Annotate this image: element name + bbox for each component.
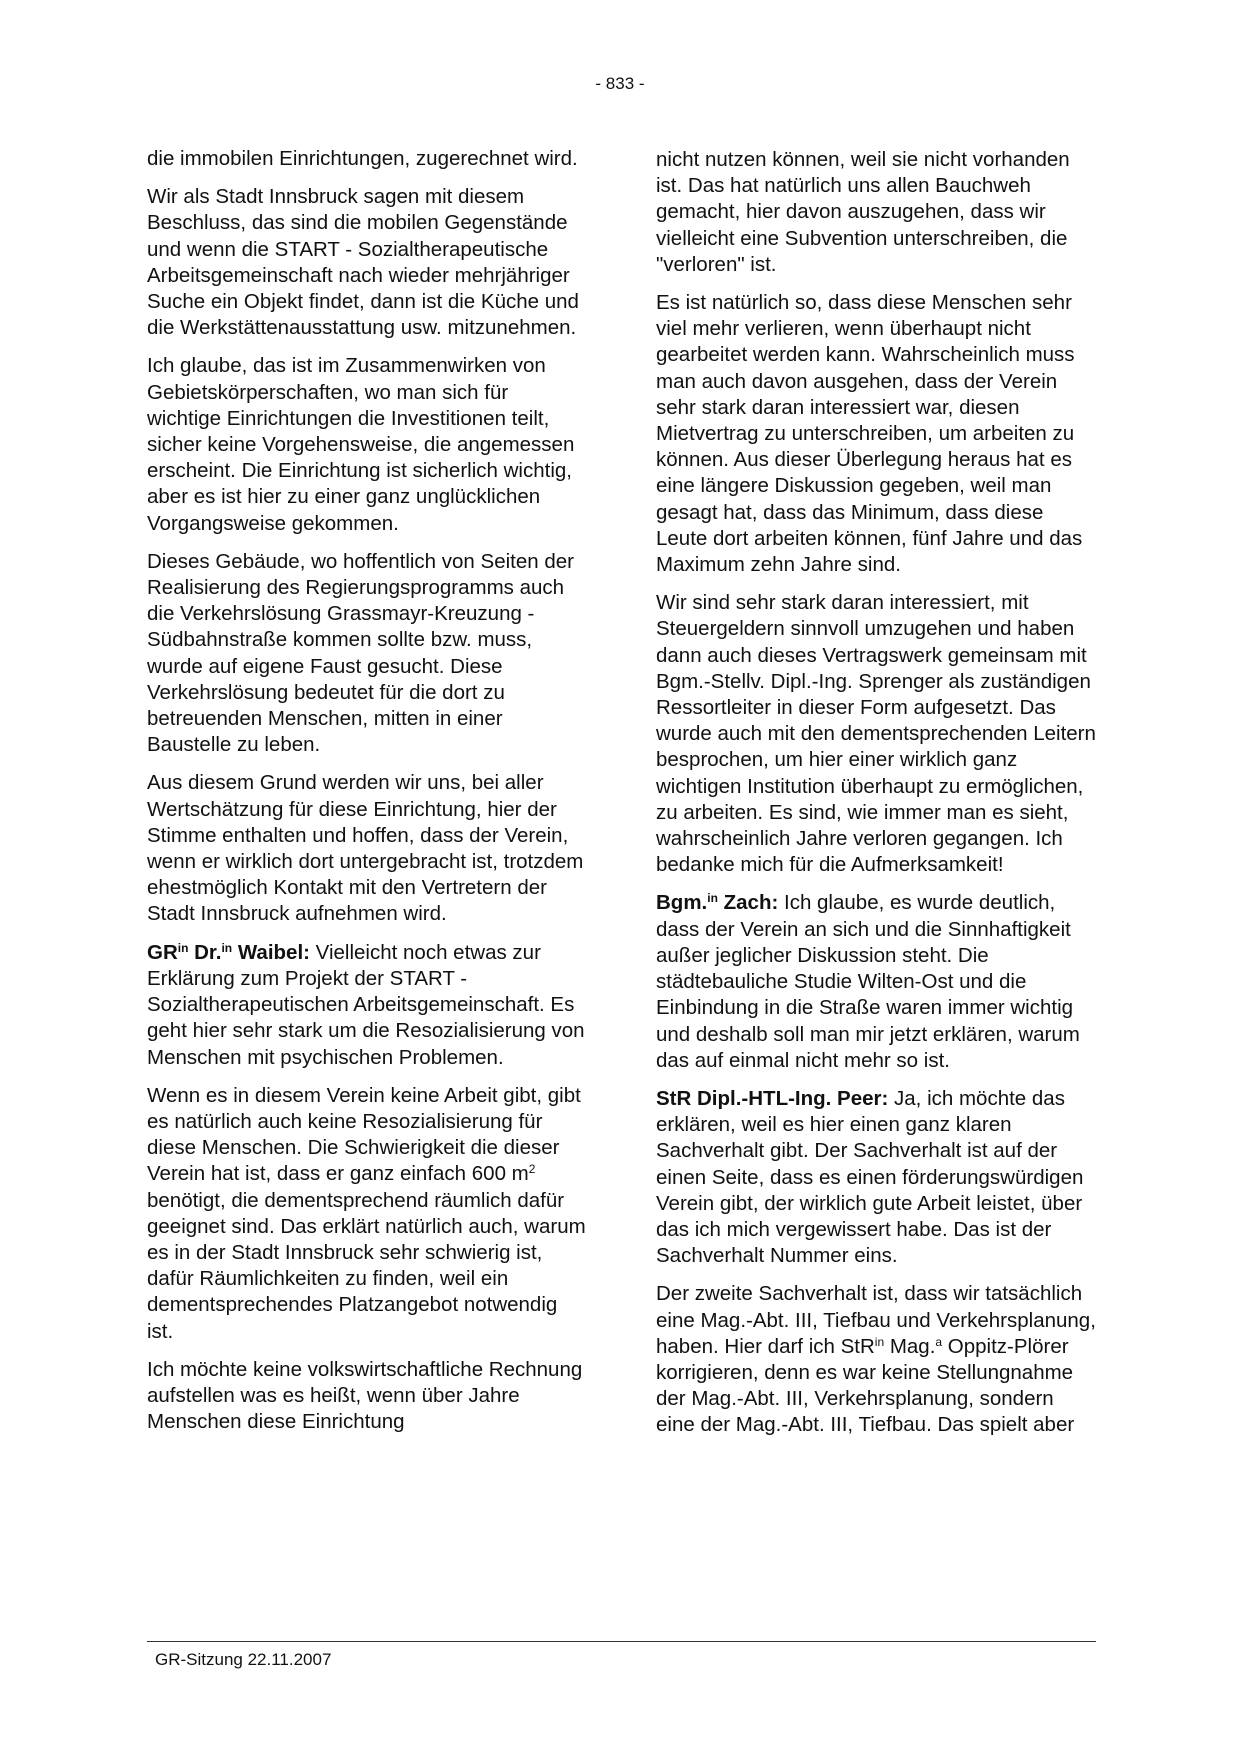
paragraph: Ich glaube, das ist im Zusammenwirken von Gebietskörperschaften, wo man sich für wichtige Einrichtungen die Investitionen teilt, sicher keine Vorgehensweise, die angemessen erscheint. Die Einrichtung ist sicherlich wichtig, aber es ist hier zu einer ganz unglücklichen Vorgangsweise gekommen.: [147, 354, 575, 535]
paragraph: nicht nutzen können, weil sie nicht vorhanden ist. Das hat natürlich uns allen Bauchweh gemacht, hier davon auszugehen, dass wir vielleicht eine Subvention unterschreiben, die "verloren" ist.: [656, 148, 1070, 276]
speaker-name: StR Dipl.-HTL-Ing. Peer:: [656, 1086, 889, 1110]
speaker-paragraph: [656, 890, 1096, 1073]
paragraph: Ich möchte keine volkswirtschaftliche Rechnung aufstellen was es heißt, wenn über Jahre Menschen diese Einrichtung: [147, 1357, 583, 1434]
paragraph: Aus diesem Grund werden wir uns, bei aller Wertschätzung für diese Einrichtung, hier der Stimme enthalten und hoffen, dass der Verein, wenn er wirklich dort untergebracht ist, trotzdem ehestmöglich Kontakt mit den Vertretern der Stadt Innsbruck aufnehmen wird.: [147, 771, 584, 926]
left-column: [147, 146, 587, 1447]
speech-text: Vielleicht noch etwas zur Erklärung zum Projekt der START - Sozialtherapeutischen Arbeitsgemeinschaft. Es geht hier sehr stark um die Resozialisierung von Menschen mit psychischen Problemen.: [147, 940, 585, 1069]
speaker-paragraph: [147, 940, 587, 1071]
speech-text: Ja, ich möchte das erklären, weil es hier einen ganz klaren Sachverhalt gibt. Der Sachverhalt ist auf der einen Seite, dass es einen förderungswürdigen Verein gibt, der wirklich gute Arbeit leistet, über das ich mich vergewissert habe. Das ist der Sachverhalt Nummer eins.: [656, 1086, 1084, 1268]
footer-divider: [147, 1641, 1096, 1642]
paragraph: Der zweite Sachverhalt ist, dass wir tatsächlich eine Mag.-Abt. III, Tiefbau und Verkehrsplanung, haben. Hier darf ich StR$^{in}$ Mag.$^a$ Oppitz-Plörer korrigieren, denn es war keine Stellungnahme der Mag.-Abt. III, Verkehrsplanung, sondern eine der Mag.-Abt. III, Tiefbau. Das spielt aber: [656, 1282, 1096, 1437]
paragraph: Wir sind sehr stark daran interessiert, mit Steuergeldern sinnvoll umzugehen und haben dann auch dieses Vertragswerk gemeinsam mit Bgm.-Stellv. Dipl.-Ing. Sprenger als zuständigen Ressortleiter in dieser Form aufgesetzt. Das wurde auch mit den dementsprechenden Leitern besprochen, um hier einer wirklich ganz wichtigen Institution überhaupt zu ermöglichen, zu arbeiten. Es sind, wie immer man es sieht, wahrscheinlich Jahre verloren gegangen. Ich bedanke mich für die Aufmerksamkeit!: [656, 591, 1096, 877]
footer-text: GR-Sitzung 22.11.2007: [155, 1650, 332, 1669]
paragraph: Dieses Gebäude, wo hoffentlich von Seiten der Realisierung des Regierungsprogramms auch die Verkehrslösung Grassmayr-Kreuzung - Südbahnstraße kommen sollte bzw. muss, wurde auf eigene Faust gesucht. Diese Verkehrslösung bedeutet für die dort zu betreuenden Menschen, mitten in einer Baustelle zu leben.: [147, 549, 574, 757]
paragraph: Wenn es in diesem Verein keine Arbeit gibt, gibt es natürlich auch keine Resozialisierung für diese Menschen. Die Schwierigkeit die dieser Verein hat ist, dass er ganz einfach 600 $m^2$ benötigt, die dementsprechend räumlich dafür geeignet sind. Das erklärt natürlich auch, warum es in der Stadt Innsbruck sehr schwierig ist, dafür Räumlichkeiten zu finden, weil ein dementsprechendes Platzangebot notwendig ist.: [147, 1083, 586, 1343]
paragraph: Es ist natürlich so, dass diese Menschen sehr viel mehr verlieren, wenn überhaupt nicht gearbeitet werden kann. Wahrscheinlich muss man auch davon ausgehen, dass der Verein sehr stark daran interessiert war, diesen Mietvertrag zu unterschreiben, um arbeiten zu können. Aus dieser Überlegung heraus hat es eine längere Diskussion gegeben, weil man gesagt hat, dass das Minimum, dass diese Leute dort arbeiten können, fünf Jahre und das Maximum zehn Jahre sind.: [656, 291, 1083, 577]
page-number: - 833 -: [595, 74, 645, 93]
paragraph: Wir als Stadt Innsbruck sagen mit diesem Beschluss, das sind die mobilen Gegenstände und wenn die START - Sozialtherapeutische Arbeitsgemeinschaft nach wieder mehrjähriger Suche ein Objekt findet, dann ist die Küche und die Werkstättenausstattung usw. mitzunehmen.: [147, 185, 579, 340]
speaker-name: Bgm.$^{in}$ Zach:: [656, 891, 779, 915]
right-column: [656, 147, 1096, 1451]
paragraph: die immobilen Einrichtungen, zugerechnet wird.: [147, 147, 578, 170]
speech-text: Ich glaube, es wurde deutlich, dass der Verein an sich und die Sinnhaftigkeit außer jeglicher Diskussion steht. Die städtebauliche Studie Wilten-Ost und die Einbindung in die Straße waren immer wichtig und deshalb soll man mir jetzt erklären, warum das auf einmal nicht mehr so ist.: [656, 891, 1080, 1072]
speaker-name: $GR^{in}$ Dr.$^{in}$ Waibel:: [147, 940, 310, 964]
speaker-paragraph: [656, 1086, 1096, 1269]
